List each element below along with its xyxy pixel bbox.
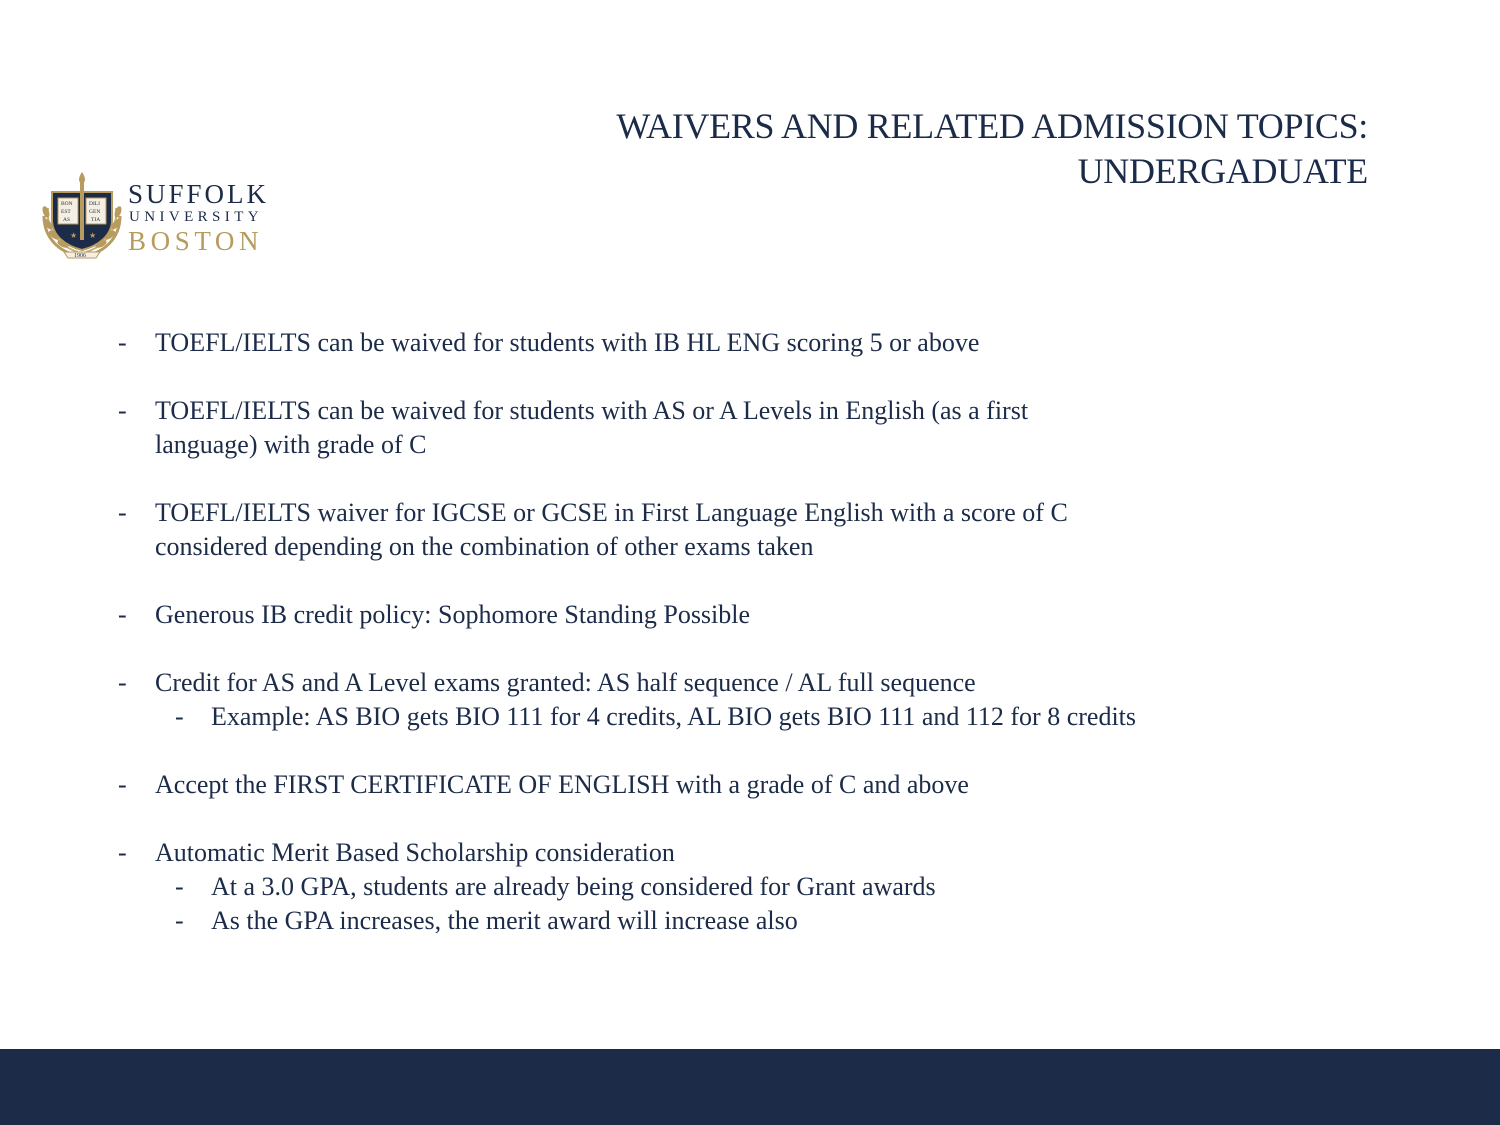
logo-line-boston: BOSTON xyxy=(128,226,264,256)
sub-bullet-text: As the GPA increases, the merit award will increase also xyxy=(211,906,798,935)
bullet-text-line: Accept the FIRST CERTIFICATE OF ENGLISH with a grade of C and above xyxy=(155,770,969,799)
seal-text-6: TIA xyxy=(91,217,101,223)
sub-bullet-text: Example: AS BIO gets BIO 111 for 4 credits, AL BIO gets BIO 111 and 112 for 8 credits xyxy=(211,702,1137,731)
logo-line-university: UNIVERSITY xyxy=(129,209,263,225)
seal-year: 1906 xyxy=(74,253,86,259)
svg-text:★: ★ xyxy=(89,231,97,240)
bullet-dash: - xyxy=(118,668,127,697)
slide-title-line-2: UNDERGADUATE xyxy=(1077,151,1368,191)
suffolk-university-logo xyxy=(34,168,294,264)
bullet-dash: - xyxy=(118,600,127,629)
bullet-item xyxy=(118,598,1318,632)
seal-text-1: BON xyxy=(61,201,73,207)
bullet-item xyxy=(118,836,1318,938)
bullet-text-line: Generous IB credit policy: Sophomore Standing Possible xyxy=(155,600,751,629)
svg-text:★: ★ xyxy=(70,231,78,240)
seal-text-3: EST xyxy=(61,209,71,215)
footer-bar xyxy=(0,1049,1500,1125)
bullet-text-line: considered depending on the combination of other exams taken xyxy=(155,532,814,561)
bullet-item xyxy=(118,768,1318,802)
bullet-text-line: language) with grade of C xyxy=(155,430,427,459)
bullet-dash: - xyxy=(118,770,127,799)
bullet-item xyxy=(118,326,1318,360)
sub-bullet-dash: - xyxy=(175,906,184,935)
bullet-text-line: TOEFL/IELTS waiver for IGCSE or GCSE in First Language English with a score of C xyxy=(155,498,1068,527)
sub-bullet-dash: - xyxy=(175,702,184,731)
bullet-text-line: TOEFL/IELTS can be waived for students with AS or A Levels in English (as a first xyxy=(155,396,1029,425)
bullet-item xyxy=(118,496,1318,564)
sub-bullet-item xyxy=(155,870,1318,904)
bullet-text-line: Automatic Merit Based Scholarship consideration xyxy=(155,838,675,867)
bullet-item xyxy=(118,666,1318,734)
bullet-dash: - xyxy=(118,396,127,425)
seal-text-2: DILI xyxy=(89,201,100,207)
bullet-list xyxy=(118,326,1318,972)
sub-bullet-dash: - xyxy=(175,872,184,901)
seal-text-5: AS xyxy=(63,217,71,223)
logo-wordmark xyxy=(128,180,269,256)
logo-line-suffolk: SUFFOLK xyxy=(128,179,270,209)
bullet-dash: - xyxy=(118,498,127,527)
bullet-text-line: TOEFL/IELTS can be waived for students with IB HL ENG scoring 5 or above xyxy=(155,328,980,357)
sub-bullet-item xyxy=(155,700,1318,734)
sub-bullet-text: At a 3.0 GPA, students are already being considered for Grant awards xyxy=(211,872,936,901)
seal-text-4: GEN xyxy=(89,209,101,215)
bullet-item xyxy=(118,394,1318,462)
bullet-dash: - xyxy=(118,838,127,867)
bullet-text-line: Credit for AS and A Level exams granted: AS half sequence / AL full sequence xyxy=(155,668,976,697)
university-seal-icon xyxy=(34,168,130,264)
sub-bullet-item xyxy=(155,904,1318,938)
slide-title xyxy=(468,104,1368,194)
bullet-dash: - xyxy=(118,328,127,357)
slide-title-line-1: WAIVERS AND RELATED ADMISSION TOPICS: xyxy=(616,106,1368,146)
